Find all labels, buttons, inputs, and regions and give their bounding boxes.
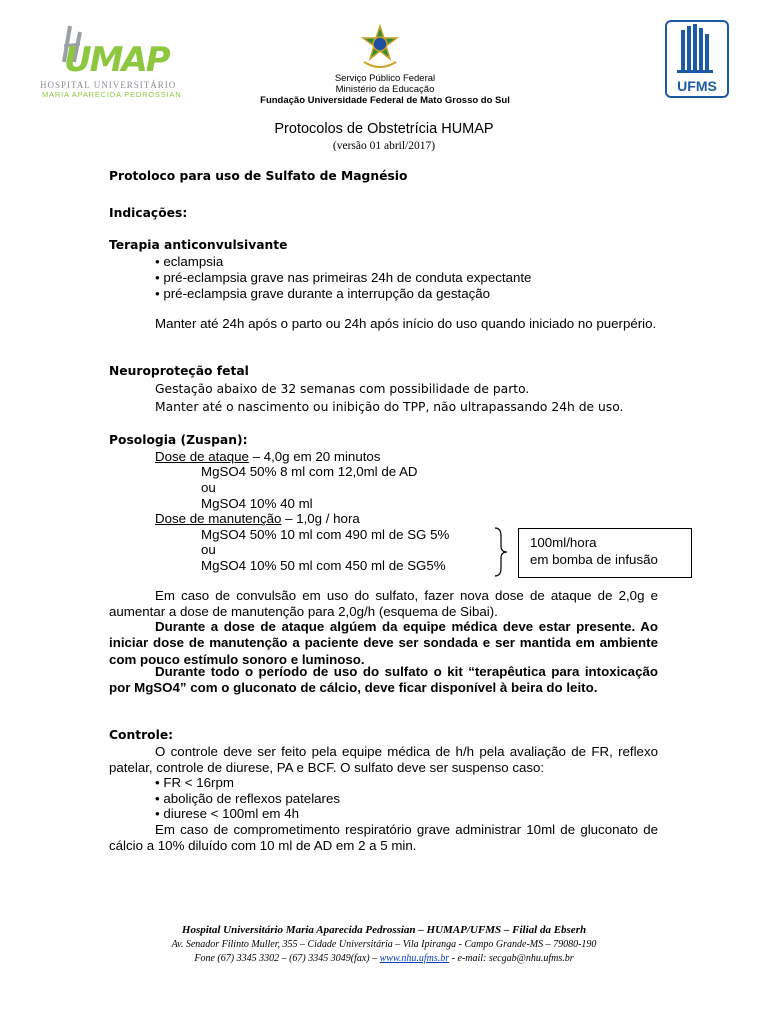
list-item: • pré-eclampsia grave nas primeiras 24h de conduta expectante [155, 270, 532, 285]
maintenance-dose-value: – 1,0g / hora [281, 511, 360, 526]
attack-dose-value: – 4,0g em 20 minutos [248, 449, 381, 464]
maintenance-dose-line [155, 511, 360, 526]
anticonvulsant-heading: Terapia anticonvulsivante [109, 238, 288, 252]
maintenance-dose-label: Dose de manutenção [155, 511, 282, 526]
ufms-building-icon [667, 22, 727, 78]
anticonvulsant-note: Manter até 24h após o parto ou 24h após início do uso quando iniciado no puerpério. [155, 316, 657, 331]
neuroprotection-heading: Neuroproteção fetal [109, 364, 249, 378]
or-label: ou [201, 480, 216, 495]
posology-heading: Posologia (Zuspan): [109, 433, 248, 447]
attack-option-1: MgSO4 50% 8 ml com 12,0ml de AD [201, 464, 418, 479]
footer-email: - e-mail: secgab@nhu.ufms.br [449, 953, 574, 964]
list-item: • diurese < 100ml em 4h [155, 806, 299, 821]
neuroprotection-line1: Gestação abaixo de 32 semanas com possibilidade de parto. [155, 382, 530, 396]
gov-line3: Fundação Universidade Federal de Mato Grosso do Sul [260, 95, 510, 106]
maintenance-option-2: MgSO4 10% 50 ml com 450 ml de SG5% [201, 558, 446, 573]
website-link[interactable]: www.nhu.ufms.br [379, 953, 450, 964]
control-text: O controle deve ser feito pela equipe médica de h/h pela avaliação de FR, reflexo patelar, controle de diurese, PA e BCF. O sulfato deve ser suspenso caso: [109, 744, 658, 776]
hospital-name-line1: HOSPITAL UNIVERSITÁRIO [40, 80, 177, 90]
version-label: (versão 01 abril/2017) [332, 140, 436, 152]
government-header [200, 73, 570, 106]
gov-line1: Serviço Público Federal [334, 73, 436, 84]
gov-line2: Ministério da Educação [335, 84, 435, 95]
footer-phone: Fone (67) 3345 3302 – (67) 3345 3049(fax) – [194, 953, 380, 964]
list-item: • abolição de reflexos patelares [155, 791, 341, 806]
curly-brace-icon [493, 526, 511, 578]
attack-dose-line [155, 449, 380, 464]
bold-note-1: Durante a dose de ataque algúem da equipe médica deve estar presente. Ao iniciar dose de manutenção a paciente deve ser sondada e ser mantida em ambiente com pouco estímulo sonoro e luminoso. [109, 619, 658, 667]
list-item: • FR < 16rpm [155, 775, 234, 790]
humap-logo-text: UMAP [64, 40, 169, 80]
hospital-name-line2: MARIA APARECIDA PEDROSSIAN [42, 90, 182, 99]
list-item: • eclampsia [155, 254, 224, 269]
convulsion-note: Em caso de convulsão em uso do sulfato, fazer nova dose de ataque de 2,0g e aumentar a dose de manutenção para 2,0g/h (esquema de Sibai). [109, 588, 658, 620]
control-final: Em caso de comprometimento respiratório grave administrar 10ml de gluconato de cálcio a 10% diluído com 10 ml de AD em 2 a 5 min. [109, 822, 658, 854]
list-item: • pré-eclampsia grave durante a interrupção da gestação [155, 286, 491, 301]
footer-line1: Hospital Universitário Maria Aparecida Pedrossian – HUMAP/UFMS – Filial da Ebserh [181, 924, 587, 936]
protocol-title: Protoloco para uso de Sulfato de Magnésio [109, 169, 408, 183]
infusion-line1: 100ml/hora [530, 535, 597, 550]
attack-option-2: MgSO4 10% 40 ml [201, 496, 313, 511]
bold-note-2: Durante todo o período de uso do sulfato o kit “terapêutica para intoxicação por MgSO4” com o gluconato de cálcio, deve ficar disponível à beira do leito. [109, 664, 658, 696]
indications-heading: Indicações: [109, 206, 188, 220]
ufms-logo-text: UFMS [677, 78, 717, 94]
infusion-line2: em bomba de infusão [530, 552, 658, 567]
footer-line2: Av. Senador Filinto Muller, 355 – Cidade Universitária – Vila Ipiranga - Campo Grande-MS – 79080-190 [171, 939, 597, 950]
neuroprotection-line2: Manter até o nascimento ou inibição do TPP, não ultrapassando 24h de uso. [155, 400, 624, 414]
infusion-box [518, 528, 692, 578]
footer-line3 [0, 953, 768, 964]
attack-dose-label: Dose de ataque [155, 449, 249, 464]
control-heading: Controle: [109, 728, 174, 742]
page-title: Protocolos de Obstetrícia HUMAP [274, 121, 494, 137]
or-label: ou [201, 542, 216, 557]
maintenance-option-1: MgSO4 50% 10 ml com 490 ml de SG 5% [201, 527, 450, 542]
coat-of-arms-icon [356, 24, 404, 72]
